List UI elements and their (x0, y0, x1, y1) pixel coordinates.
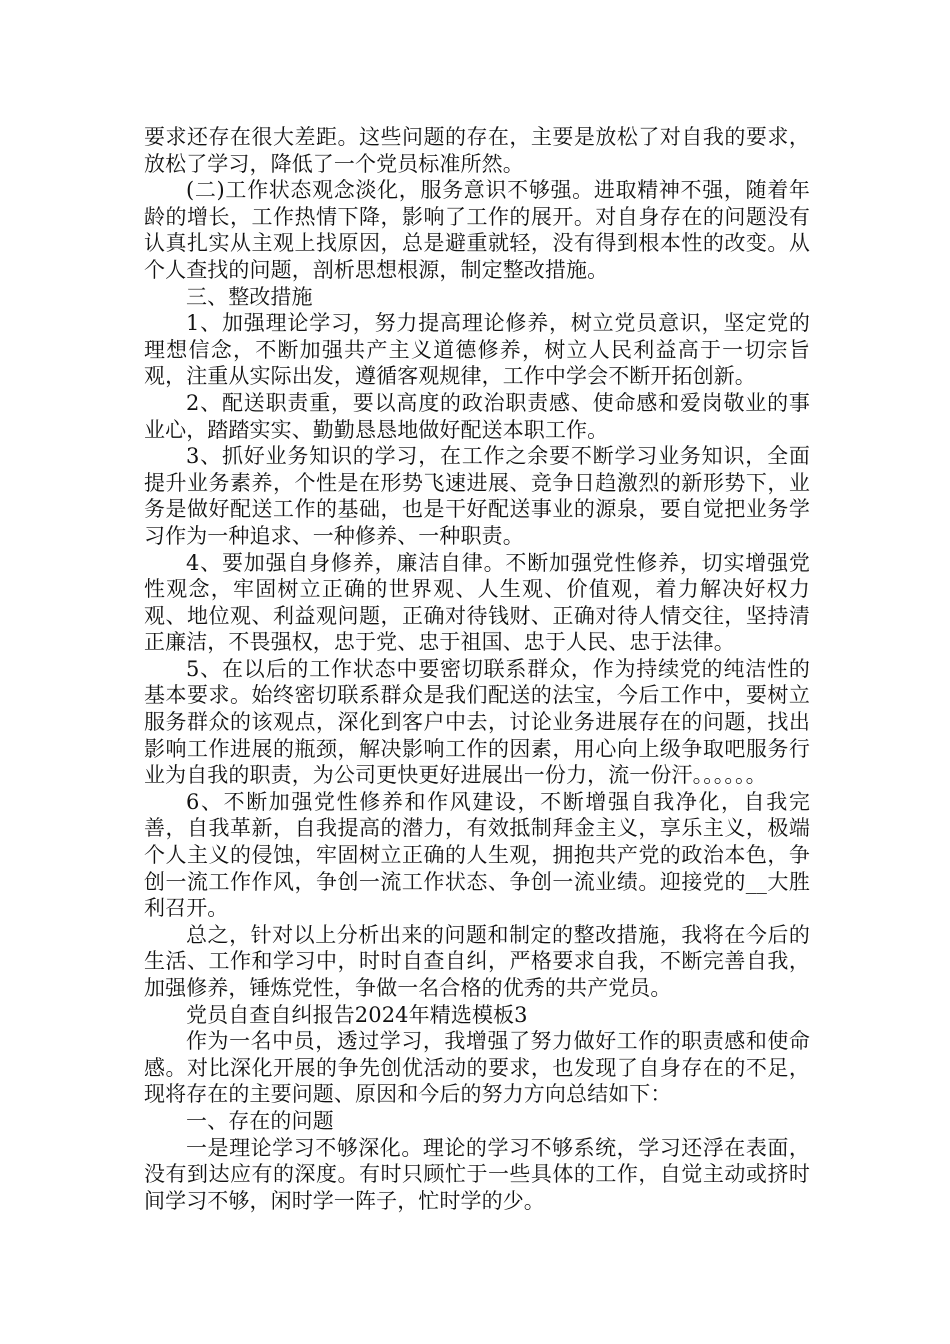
paragraph: 作为一名中员，透过学习，我增强了努力做好工作的职责感和使命感。对比深化开展的争先创优活动的要求，也发现了自身存在的不足，现将存在的主要问题、原因和今后的努力方向总结如下： (144, 1029, 810, 1107)
paragraph: 总之，针对以上分析出来的问题和制定的整改措施，我将在今后的生活、工作和学习中，时时自查自纠，严格要求自我，不断完善自我，加强修养，锤炼党性，争做一名合格的优秀的共产党员。 (144, 922, 810, 1000)
section-heading: 一、存在的问题 (186, 1108, 334, 1133)
paragraph: 4、要加强自身修养，廉洁自律。不断加强党性修养，切实增强党性观念，牢固树立正确的世界观、人生观、价值观，着力解决好权力观、地位观、利益观问题，正确对待钱财、正确对待人情交往，坚持清正廉洁，不畏强权，忠于党、忠于祖国、忠于人民、忠于法律。 (144, 550, 810, 655)
paragraph: 6、不断加强党性修养和作风建设，不断增强自我净化，自我完善，自我革新，自我提高的潜力，有效抵制拜金主义，享乐主义，极端个人主义的侵蚀，牢固树立正确的人生观，拥抱共产党的政治本色，争创一流工作作风，争创一流工作状态、争创一流业绩。迎接党的__大胜利召开。 (144, 789, 810, 921)
section-heading: 三、整改措施 (186, 284, 313, 309)
paragraph: 5、在以后的工作状态中要密切联系群众，作为持续党的纯洁性的基本要求。始终密切联系群众是我们配送的法宝，今后工作中，要树立服务群众的该观点，深化到客户中去，讨论业务进展存在的问题，找出影响工作进展的瓶颈，解决影响工作的因素，用心向上级争取吧服务行业为自我的职责，为公司更快更好进展出一份力，流一份汗。。。。。。 (144, 656, 810, 788)
paragraph: 要求还存在很大差距。这些问题的存在，主要是放松了对自我的要求，放松了学习，降低了一个党员标准所然。 (144, 125, 810, 176)
paragraph: 2、配送职责重，要以高度的政治职责感、使命感和爱岗敬业的事业心，踏踏实实、勤勤恳恳地做好配送本职工作。 (144, 390, 810, 442)
paragraph: 1、加强理论学习，努力提高理论修养，树立党员意识，坚定党的理想信念，不断加强共产主义道德修养，树立人民利益高于一切宗旨观，注重从实际出发，遵循客观规律，工作中学会不断开拓创新。 (144, 311, 810, 389)
document-body (144, 124, 810, 1214)
document-subtitle: 党员自查自纠报告2024年精选模板3 (186, 1002, 528, 1027)
paragraph: 3、抓好业务知识的学习，在工作之余要不断学习业务知识，全面提升业务素养，个性是在形势飞速进展、竞争日趋激烈的新形势下，业务是做好配送工作的基础，也是干好配送事业的源泉，要自觉把业务学习作为一种追求、一种修养、一种职责。 (144, 444, 810, 548)
paragraph: (二)工作状态观念淡化，服务意识不够强。进取精神不强，随着年龄的增长，工作热情下降，影响了工作的展开。对自身存在的问题没有认真扎实从主观上找原因，总是避重就轻，没有得到根本性的改变。从个人查找的问题，剖析思想根源，制定整改措施。 (144, 178, 810, 282)
paragraph: 一是理论学习不够深化。理论的学习不够系统，学习还浮在表面，没有到达应有的深度。有时只顾忙于一些具体的工作，自觉主动或挤时间学习不够，闲时学一阵子，忙时学的少。 (144, 1135, 810, 1213)
